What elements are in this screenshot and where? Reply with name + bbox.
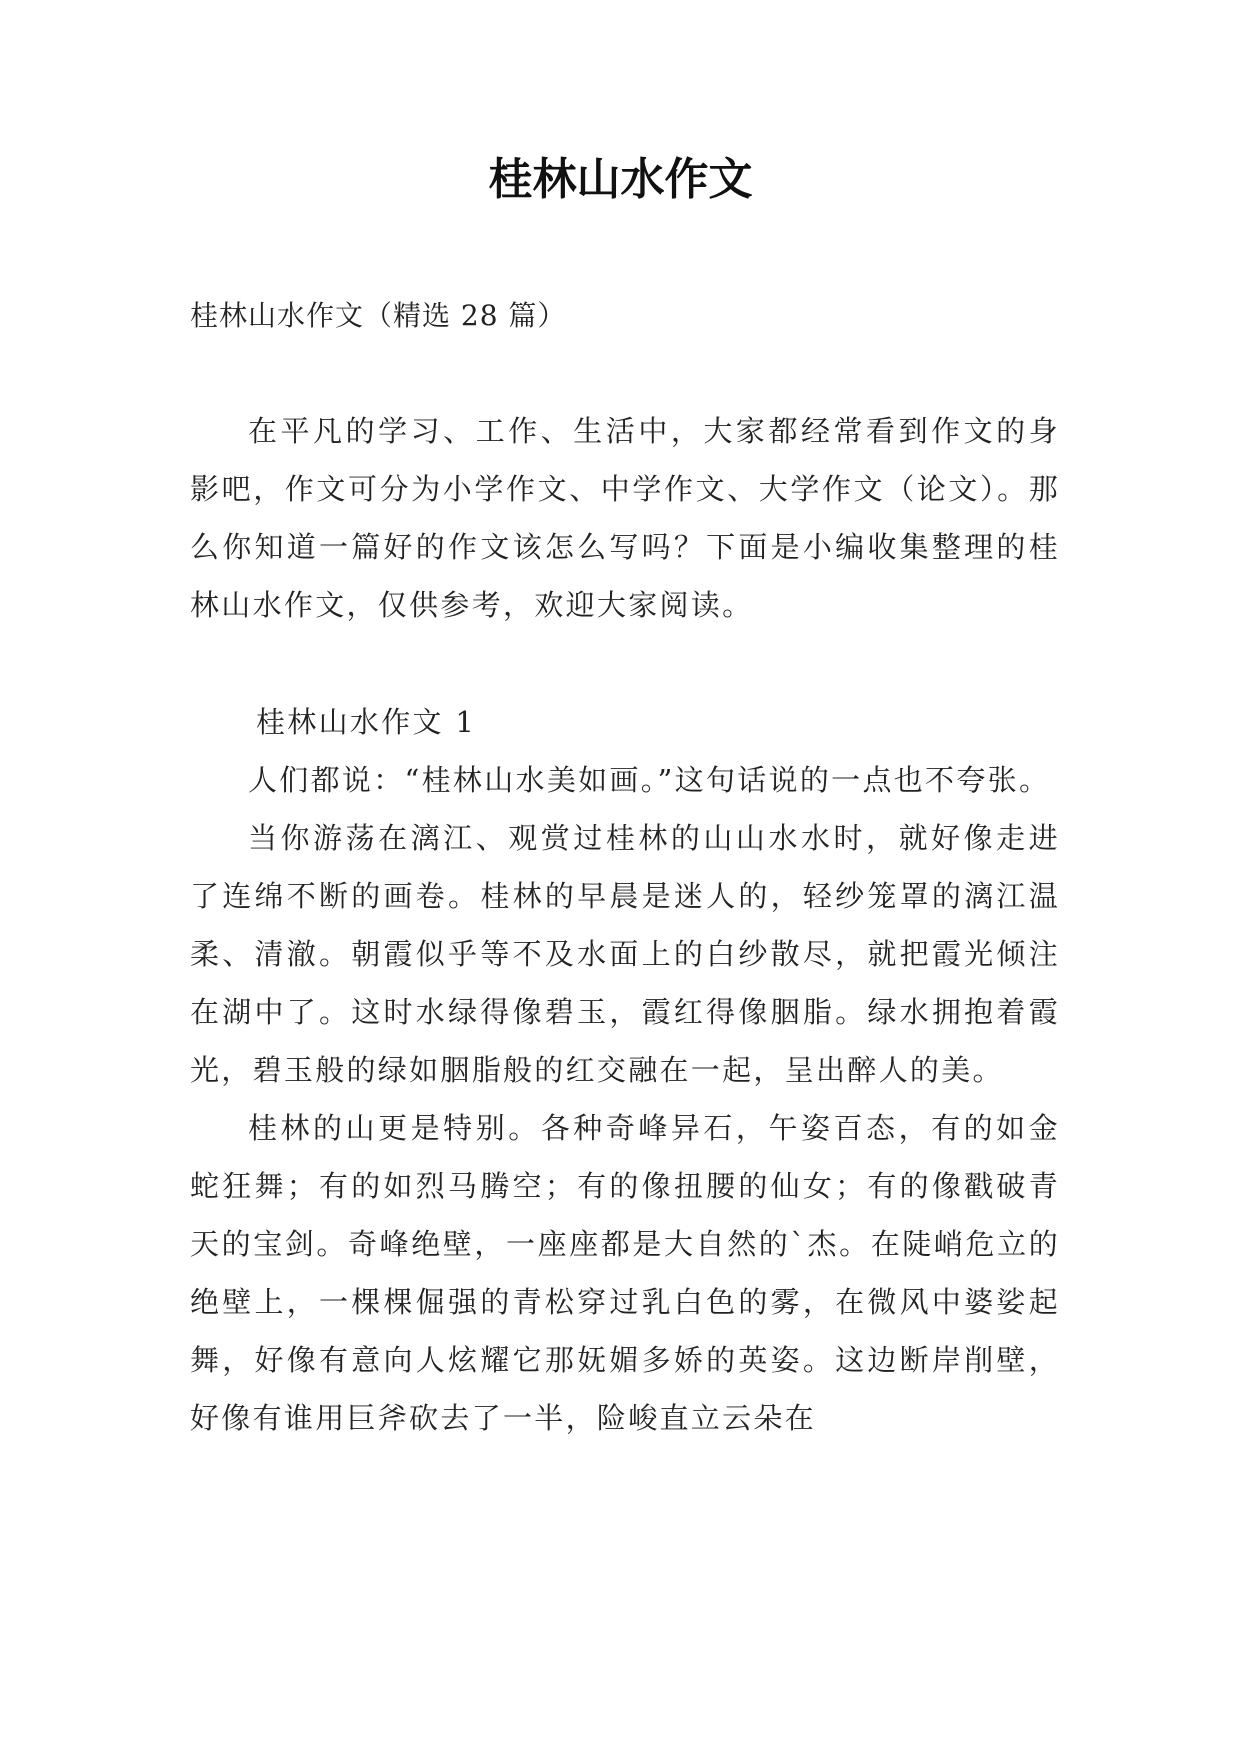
body-paragraph: 人们都说：“桂林山水美如画。”这句话说的一点也不夸张。 xyxy=(248,763,1051,797)
intro-paragraph: 在平凡的学习、工作、生活中，大家都经常看到作文的身影吧，作文可分为小学作文、中学作文、大学作文（论文）。那么你知道一篇好的作文该怎么写吗？下面是小编收集整理的桂林山水作文，仅供参考，欢迎大家阅读。 xyxy=(190,414,1060,622)
article-body xyxy=(190,693,1060,1447)
document-subtitle: 桂林山水作文（精选 28 篇） xyxy=(190,299,567,332)
section-heading: 桂林山水作文 1 xyxy=(256,705,477,739)
body-paragraph: 桂林的山更是特别。各种奇峰异石，午姿百态，有的如金蛇狂舞；有的如烈马腾空；有的像扭腰的仙女；有的像戳破青天的宝剑。奇峰绝壁，一座座都是大自然的`杰。在陡峭危立的绝壁上，一棵棵倔强的青松穿过乳白色的雾，在微风中婆娑起舞，好像有意向人炫耀它那妩媚多娇的英姿。这边断岸削壁，好像有谁用巨斧砍去了一半，险峻直立云朵在 xyxy=(190,1111,1060,1435)
body-paragraph: 当你游荡在漓江、观赏过桂林的山山水水时，就好像走进了连绵不断的画卷。桂林的早晨是迷人的，轻纱笼罩的漓江温柔、清澈。朝霞似乎等不及水面上的白纱散尽，就把霞光倾注在湖中了。这时水绿得像碧玉，霞红得像胭脂。绿水拥抱着霞光，碧玉般的绿如胭脂般的红交融在一起，呈出醉人的美。 xyxy=(190,821,1060,1087)
document-title: 桂林山水作文 xyxy=(488,154,753,205)
intro-block xyxy=(190,402,1060,634)
